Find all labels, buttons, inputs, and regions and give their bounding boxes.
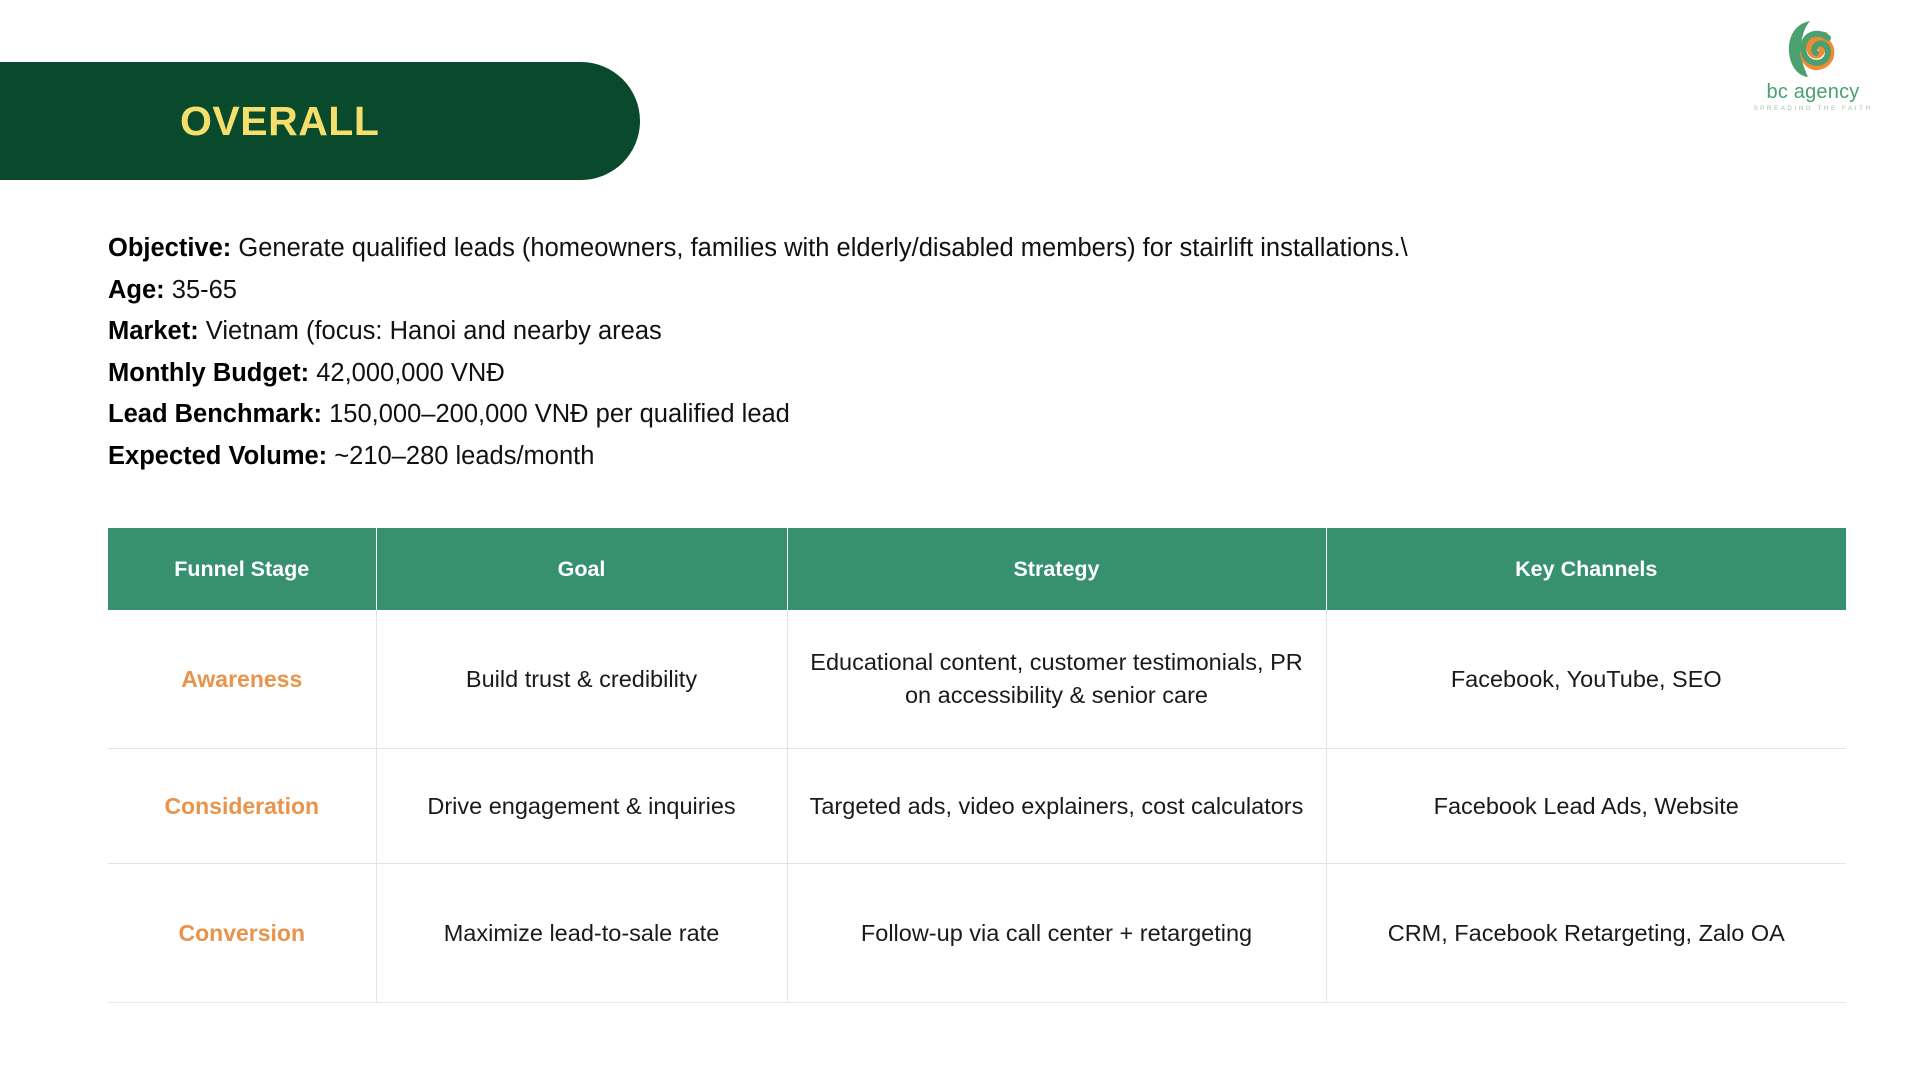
column-header-goal: Goal <box>376 528 787 610</box>
cell-stage: Conversion <box>108 864 376 1003</box>
cell-goal: Maximize lead-to-sale rate <box>376 864 787 1003</box>
info-row-expected-volume <box>108 436 1868 478</box>
info-value: 42,000,000 VNĐ <box>316 358 505 387</box>
bc-agency-spiral-icon <box>1780 18 1846 80</box>
cell-strategy: Targeted ads, video explainers, cost calculators <box>787 749 1326 864</box>
info-value: 35-65 <box>171 275 237 304</box>
cell-stage: Consideration <box>108 749 376 864</box>
cell-stage: Awareness <box>108 610 376 749</box>
table-row <box>108 610 1846 749</box>
info-row-market <box>108 311 1868 353</box>
table-header <box>108 528 1846 610</box>
cell-channels: CRM, Facebook Retargeting, Zalo OA <box>1326 864 1846 1003</box>
info-value: ~210–280 leads/month <box>334 441 595 470</box>
table-header-row <box>108 528 1846 610</box>
brand-logo <box>1748 18 1878 116</box>
overall-banner <box>0 62 640 180</box>
info-value: Generate qualified leads (homeowners, families with elderly/disabled members) for stairlift installations.\ <box>238 234 1408 262</box>
table-row <box>108 864 1846 1003</box>
column-header-strategy: Strategy <box>787 528 1326 610</box>
cell-channels: Facebook Lead Ads, Website <box>1326 749 1846 864</box>
column-header-key-channels: Key Channels <box>1326 528 1846 610</box>
campaign-summary <box>108 228 1868 477</box>
info-row-monthly-budget <box>108 353 1868 395</box>
cell-channels: Facebook, YouTube, SEO <box>1326 610 1846 749</box>
cell-goal: Drive engagement & inquiries <box>376 749 787 864</box>
info-row-age <box>108 270 1868 312</box>
cell-strategy: Educational content, customer testimonials, PR on accessibility & senior care <box>787 610 1326 749</box>
page-title: OVERALL <box>180 97 380 144</box>
table-row <box>108 749 1846 864</box>
info-row-objective <box>108 228 1868 270</box>
info-label: Expected Volume: <box>108 441 328 470</box>
funnel-strategy-table <box>108 528 1846 1003</box>
column-header-funnel-stage: Funnel Stage <box>108 528 376 610</box>
table-body <box>108 610 1846 1003</box>
cell-strategy: Follow-up via call center + retargeting <box>787 864 1326 1003</box>
logo-tagline: SPREADING THE FAITH <box>1753 105 1873 112</box>
info-row-lead-benchmark <box>108 394 1868 436</box>
cell-goal: Build trust & credibility <box>376 610 787 749</box>
info-label: Market: <box>108 317 199 345</box>
info-label: Objective: <box>108 234 232 262</box>
info-value: Vietnam (focus: Hanoi and nearby areas <box>205 317 662 345</box>
logo-wordmark: bc agency <box>1766 81 1860 103</box>
info-value: 150,000–200,000 VNĐ per qualified lead <box>329 400 790 428</box>
info-label: Age: <box>108 275 165 304</box>
info-label: Lead Benchmark: <box>108 400 322 428</box>
info-label: Monthly Budget: <box>108 358 310 387</box>
